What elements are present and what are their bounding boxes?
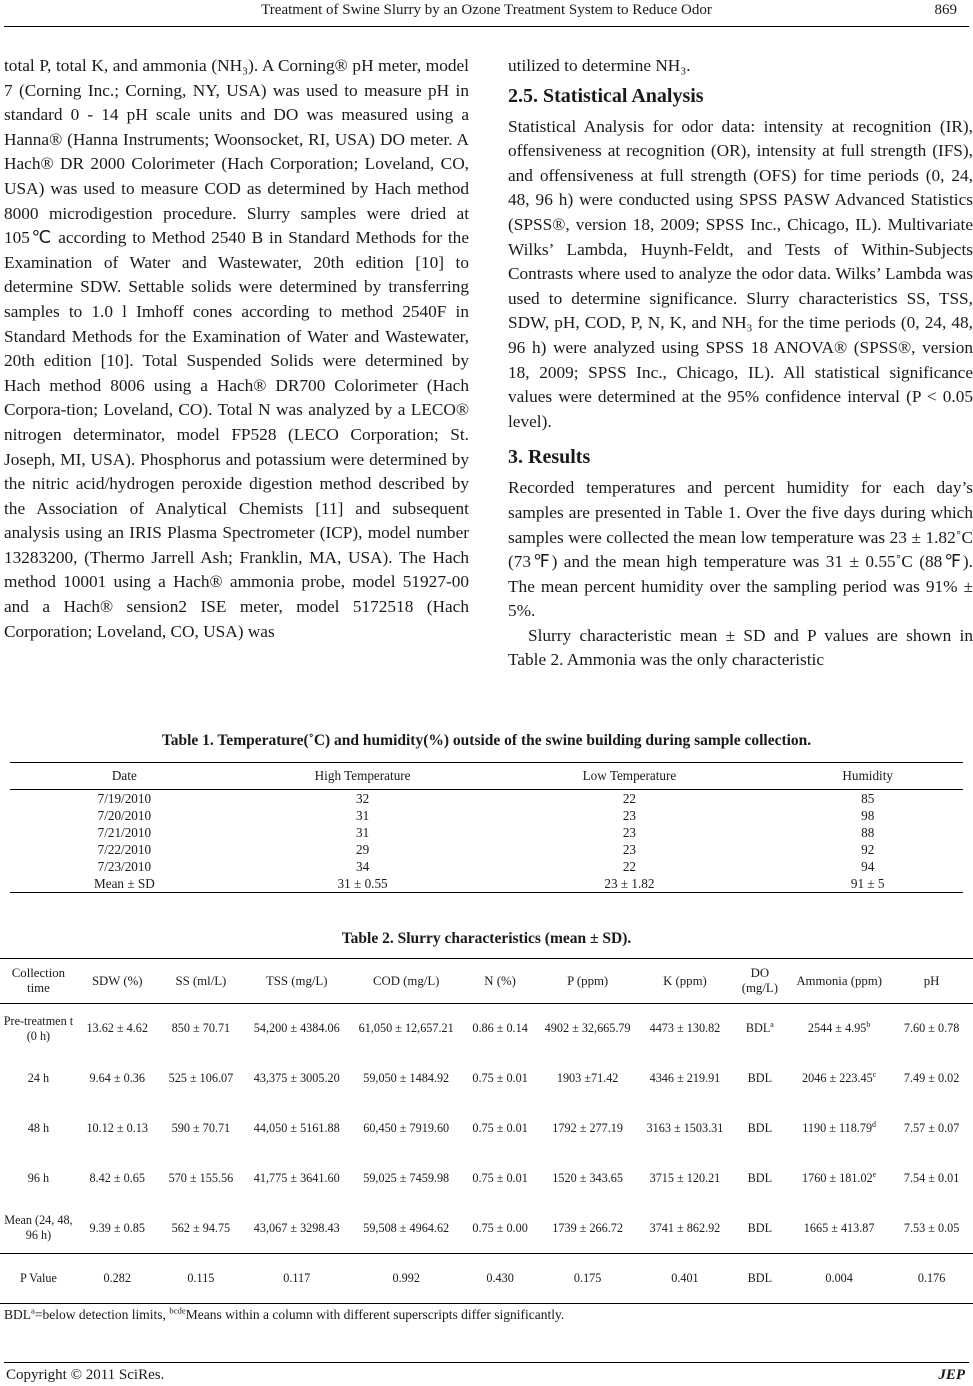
table2-cell: 4902 ± 32,665.79	[544, 1021, 631, 1036]
table2-cell: 8.42 ± 0.65	[89, 1171, 145, 1185]
table2-cell: 44,050 ± 5161.88	[253, 1121, 340, 1135]
table2-cell: 0.282	[77, 1254, 158, 1304]
table2-cell: 2544 ± 4.95$^b$	[807, 1020, 871, 1036]
table2-header-cell: SS (ml/L)	[158, 959, 245, 1004]
table2-cell: 9.39 ± 0.85	[89, 1220, 145, 1235]
table1-cell: 34	[356, 859, 370, 874]
table1-body	[10, 790, 963, 893]
page-header	[0, 0, 973, 26]
table2-cell: 24 h	[27, 1071, 50, 1085]
table1-header-cell: Date	[10, 763, 239, 790]
table1-header-cell: High Temperature	[239, 763, 487, 790]
table1-header-cell: Humidity	[772, 763, 963, 790]
table1-row	[10, 824, 963, 841]
table1-cell: 7/19/2010	[97, 791, 152, 806]
table2-cell: 0.75 ± 0.01	[472, 1071, 528, 1085]
table2-row	[0, 1154, 973, 1204]
table1-cell: 23	[622, 808, 637, 823]
table2-header-cell: COD (mg/L)	[349, 959, 463, 1004]
table2-cell: 1520 ± 343.65	[552, 1171, 623, 1185]
page-number: 869	[934, 2, 957, 18]
table2-header-cell: TSS (mg/L)	[244, 959, 349, 1004]
table2-cell: 3163 ± 1503.31	[646, 1121, 724, 1135]
table2-cell: 48 h	[27, 1121, 50, 1135]
methods-paragraph: total P, total K, and ammonia (NH₃). A Corning® pH meter, model 7 (Corning Inc.; Corning, NY, USA) was used to measure pH in standard 0 - 14 pH scale units and DO was measured using a Hanna® (Hanna Instruments; Woonsocket, RI, USA) DO meter. A Hach® DR 2000 Colorimeter (Hach Corporation; Loveland, CO, USA) was used to measure COD as determined by Hach method 8000 microdigestion procedure. Slurry samples were dried at 105℃ according to Method 2540 B in Standard Methods for the Examination of Water and Wastewater, 20th edition [10] to determine SDW. Settable solids were determined by transferring samples to 1.0 l Imhoff cones according to method 2540F in Standard Methods for the Examination of Water and Wastewater, 20th edition [10]. Total Suspended Solids were determined by Hach method 8006 using a Hach® DR700 Colorimeter (Hach Corpora-tion; Loveland, CO). Total N was analyzed by a LECO® nitrogen determinator, model FP528 (LECO Corporation; St. Joseph, MI, USA). Phosphorus and potassium were determined by the nitric acid/hydrogen peroxide digestion method described by the Association of Analytical Chemists [11] and subsequent analysis using an IRIS Plasma Spectrometer (ICP), model number 13283200, (Thermo Jarrell Ash; Franklin, MA, USA). The Hach method 10001 using a Hach® ammonia probe, model 51927-00 and a Hach® sension2 ISE meter, model 5172518 (Hach Corporation; Loveland, CO, USA) was	[4, 56, 469, 641]
results-paragraph-1: Recorded temperatures and percent humidity for each day’s samples are presented in Table 1. Over the five days during which samples were collected the mean low temperature was 23 ± 1.82˚C (73℉) and the mean high temperature was 31 ± 0.55˚C (88℉). The mean percent humidity over the sampling period was 91% ± 5%.	[508, 478, 973, 621]
table1-cell: 22	[622, 859, 637, 874]
table2-cell: 61,050 ± 12,657.21	[358, 1021, 454, 1036]
copyright: Copyright © 2011 SciRes.	[6, 1367, 165, 1383]
table2-row	[0, 1054, 973, 1104]
continued-paragraph: utilized to determine NH₃.	[508, 56, 691, 75]
table1-cell: 94	[861, 859, 875, 874]
table2-cell: 1760 ± 181.02$^e$	[802, 1169, 877, 1185]
table2-cell: 0.117	[244, 1254, 349, 1304]
table2-cell: 59,508 ± 4964.62	[363, 1220, 450, 1235]
table1-row	[10, 807, 963, 824]
table2-cell: 1665 ± 413.87	[803, 1220, 875, 1235]
table2-cell: 0.75 ± 0.01	[472, 1121, 528, 1135]
table1-cell: 29	[356, 842, 370, 857]
running-title: Treatment of Swine Slurry by an Ozone Treatment System to Reduce Odor	[261, 2, 712, 18]
table2-header-cell: SDW (%)	[77, 959, 158, 1004]
table1	[10, 762, 963, 893]
table2-cell: 60,450 ± 7919.60	[363, 1121, 450, 1135]
table2-cell: 7.60 ± 0.78	[903, 1021, 960, 1036]
table2-cell: 0.176	[890, 1254, 973, 1304]
table1-cell: 31	[356, 808, 370, 823]
table2-cell: 10.12 ± 0.13	[86, 1121, 148, 1135]
table2-cell: 0.401	[638, 1254, 731, 1304]
table2-cell: 525 ± 106.07	[168, 1071, 234, 1085]
table2-header-cell: P (ppm)	[537, 959, 638, 1004]
table1-cell: 7/20/2010	[97, 808, 152, 823]
table1-row	[10, 790, 963, 808]
table2-row	[0, 1004, 973, 1054]
table2-cell: 562 ± 94.75	[171, 1220, 231, 1235]
table2-cell: 4473 ± 130.82	[649, 1021, 721, 1036]
table2-cell: 59,025 ± 7459.98	[363, 1171, 450, 1185]
table2-cell: 1903 ±71.42	[556, 1071, 619, 1085]
results-paragraph-2: Slurry characteristic mean ± SD and P values are shown in Table 2. Ammonia was the only characteristic	[508, 625, 973, 670]
table2-cell: P Value	[0, 1254, 77, 1304]
table1-header-cell: Low Temperature	[486, 763, 772, 790]
table2-cell: 1739 ± 266.72	[552, 1220, 623, 1235]
table2	[0, 958, 973, 1304]
table2-cell: 0.992	[349, 1254, 463, 1304]
table2-cell: 7.49 ± 0.02	[903, 1071, 960, 1085]
table1-cell: 88	[861, 825, 875, 840]
table2-cell: 7.53 ± 0.05	[903, 1220, 960, 1235]
table2-header-row	[0, 959, 973, 1004]
table1-cell: 7/21/2010	[97, 825, 152, 840]
table2-cell: 1792 ± 277.19	[552, 1121, 623, 1135]
table2-cell: 43,067 ± 3298.43	[253, 1220, 340, 1235]
table2-cell: BDL	[732, 1254, 788, 1304]
table2-cell: BDL$^a$	[745, 1020, 774, 1036]
table1-cell: 23	[622, 842, 637, 857]
table1-cell: 91 ± 5	[850, 876, 885, 891]
table2-cell: 3741 ± 862.92	[649, 1220, 721, 1235]
table2-cell: 9.64 ± 0.36	[89, 1071, 145, 1085]
table2-cell: 0.115	[158, 1254, 245, 1304]
table2-cell: 59,050 ± 1484.92	[363, 1071, 450, 1085]
table2-header-cell: pH	[890, 959, 973, 1004]
table2-cell: 96 h	[27, 1171, 50, 1185]
table1-cell: 85	[861, 791, 875, 806]
table1-row	[10, 875, 963, 893]
table2-footnote: $BDL^a=below$ detection limits, $^{bcde}$Means within a column with different superscripts differ significantly.	[4, 1305, 565, 1322]
table2-cell: 850 ± 70.71	[171, 1021, 231, 1036]
table2-row	[0, 1204, 973, 1254]
table1-row	[10, 858, 963, 875]
table1-cell: 7/23/2010	[97, 859, 152, 874]
table2-cell: 0.004	[788, 1254, 890, 1304]
table2-cell: BDL	[747, 1121, 773, 1135]
right-column	[508, 54, 973, 673]
table2-cell: 3715 ± 120.21	[649, 1171, 721, 1185]
table2-cell: BDL	[747, 1171, 773, 1185]
table2-cell: 4346 ± 219.91	[649, 1071, 721, 1085]
table1-cell: 31	[356, 825, 370, 840]
table2-header-cell: Collection time	[0, 959, 77, 1004]
table1-header-row	[10, 763, 963, 790]
header-rule	[4, 26, 969, 27]
footer-rule	[4, 1362, 969, 1363]
journal-abbreviation: JEP	[938, 1367, 965, 1383]
table2-header-cell: N (%)	[463, 959, 537, 1004]
left-column	[4, 54, 469, 644]
table1-cell: 22	[622, 791, 637, 806]
table1-cell: 98	[861, 808, 875, 823]
table1-cell: 32	[356, 791, 370, 806]
table2-cell: 54,200 ± 4384.06	[253, 1021, 340, 1036]
table2-cell: 7.57 ± 0.07	[903, 1121, 960, 1135]
table2-cell: 0.75 ± 0.00	[472, 1220, 528, 1235]
statistics-paragraph: Statistical Analysis for odor data: intensity at recognition (IR), offensiveness at recognition (OR), intensity at full strength (IFS), and offensiveness at full strength (OFS) for time periods (0, 24, 48, 96 h) were conducted using SPSS PASW Advanced Statistics (SPSS®, version 18, 2009; SPSS Inc., Chicago, IL). Multivariate Wilks’ Lambda, Huynh-Feldt, and Tests of Within-Subjects Contrasts where used to analyze the odor data. Wilks’ Lambda was used to determine significance. Slurry characteristics SS, TSS, SDW, pH, COD, P, N, K, and NH₃ for the time periods (0, 24, 48, 96 h) were analyzed using SPSS 18 ANOVA® (SPSS®, version 18, 2009; SPSS Inc., Chicago, IL). All statistical significance values were determined at the 95% confidence interval (P < 0.05 level).	[508, 116, 973, 431]
table1-cell: 31 ± 0.55	[337, 876, 388, 891]
table2-cell: 0.86 ± 0.14	[472, 1021, 528, 1036]
table2-cell: 13.62 ± 4.62	[86, 1021, 148, 1036]
table2-header-cell: K (ppm)	[638, 959, 731, 1004]
table1-cell: 7/22/2010	[97, 842, 152, 857]
table2-cell: Mean (24, 48, 96 h)	[4, 1213, 73, 1243]
table2-cell: 0.75 ± 0.01	[472, 1171, 528, 1185]
table2-header-cell: Ammonia (ppm)	[788, 959, 890, 1004]
table1-cell: 92	[861, 842, 875, 857]
table2-cell: 0.175	[537, 1254, 638, 1304]
table2-cell: 2046 ± 223.45$^c$	[802, 1069, 877, 1085]
table2-cell: 7.54 ± 0.01	[903, 1171, 960, 1185]
table1-cell: Mean ± SD	[94, 876, 155, 891]
section-heading-statistical-analysis: 2.5. Statistical Analysis	[508, 84, 704, 107]
table2-cell: 1190 ± 118.79$^d$	[802, 1119, 877, 1135]
table1-row	[10, 841, 963, 858]
table2-cell: Pre-treatmen t (0 h)	[3, 1013, 74, 1043]
table1-caption: Table 1. Temperature(˚C) and humidity(%) outside of the swine building during sample collection.	[161, 732, 812, 749]
table2-cell: 41,775 ± 3641.60	[253, 1171, 340, 1185]
table1-cell: 23 ± 1.82	[604, 876, 655, 891]
table2-cell: BDL	[747, 1071, 773, 1085]
table2-row	[0, 1104, 973, 1154]
table2-cell: 570 ± 155.56	[168, 1171, 234, 1185]
table2-cell: 43,375 ± 3005.20	[253, 1071, 340, 1085]
table2-cell: 590 ± 70.71	[171, 1121, 231, 1135]
table2-caption: Table 2. Slurry characteristics (mean ± SD).	[341, 930, 632, 947]
table1-cell: 23	[622, 825, 637, 840]
table2-cell: BDL	[747, 1220, 773, 1235]
table2-header-cell: DO (mg/L)	[732, 959, 788, 1004]
table2-body	[0, 1004, 973, 1304]
section-heading-results: 3. Results	[508, 446, 591, 469]
table2-row	[0, 1254, 973, 1304]
table2-cell: 0.430	[463, 1254, 537, 1304]
